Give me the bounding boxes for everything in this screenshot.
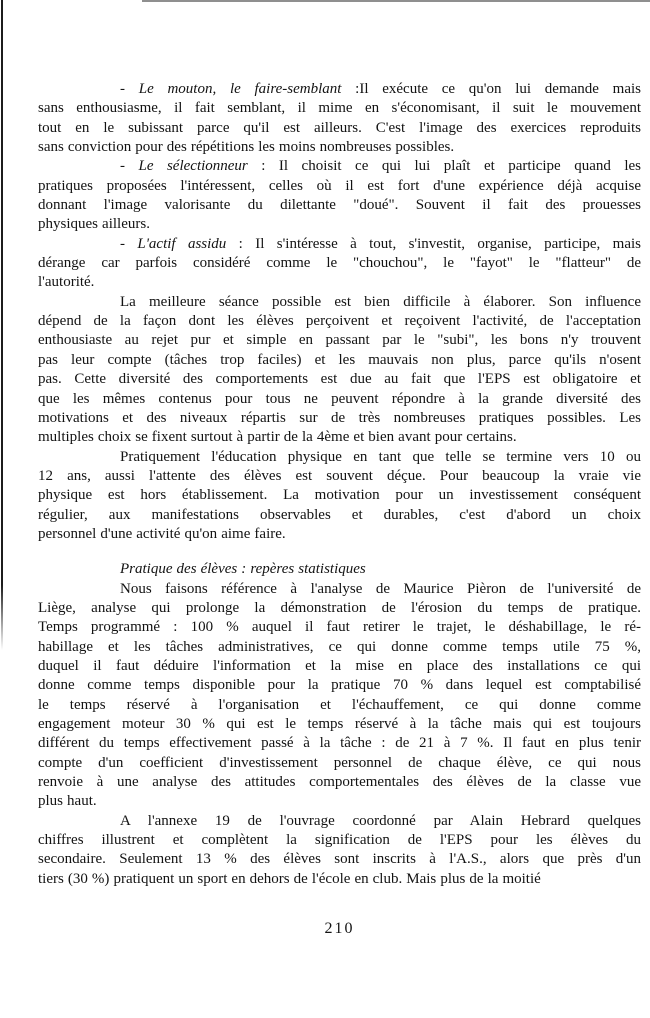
page-number: 210	[324, 920, 355, 937]
text-line: - Le sélectionneur : Il choisit ce qui lui plaît et participe quand les	[120, 158, 641, 175]
text-line: - Le mouton, le faire-semblant :Il exécute ce qu'on lui demande mais	[120, 81, 641, 97]
text-line: Nous faisons référence à l'analyse de Maurice Pièron de l'université de	[120, 580, 641, 597]
text-line: Liège, analyse qui prolonge la démonstration de l'érosion du temps de pratique.	[38, 599, 641, 616]
text-line: physique est hors établissement. La motivation pour un investissement conséquent	[38, 487, 641, 504]
text-line: dérange car parfois considéré comme le "chouchou", le "fayot" le "flatteur" de	[38, 255, 641, 272]
text-line: duquel il faut déduire l'information et la mise en place des installations ce qui	[38, 657, 641, 674]
text-line: habillage et les tâches administratives, ce qui donne comme temps utile 75 %,	[38, 638, 641, 655]
scan-artifact-top-line	[142, 0, 650, 2]
text-line: plus haut.	[38, 793, 97, 810]
paragraph	[38, 812, 641, 889]
paragraph	[38, 157, 641, 234]
text-line: donnant l'image valorisante du dilettante "doué". Souvent il fait des prouesses	[38, 197, 641, 214]
text-line: régulier, aux manifestations observables et durables, c'est d'abord un choix	[38, 506, 641, 523]
text-line: renvoie à une analyse des attitudes comportementales des élèves de la classe vue	[38, 774, 641, 791]
text-line: 12 ans, aussi l'attente des élèves est souvent déçue. Pour beaucoup la vraie vie	[38, 467, 641, 484]
text-line: pratiques proposées l'intéressent, celles où il est fort d'une expérience déjà acquise	[38, 177, 641, 194]
text-line: multiples choix se fixent surtout à partir de la 4ème et bien avant pour certains.	[38, 429, 517, 446]
paragraph	[38, 235, 641, 293]
page-text	[38, 80, 641, 889]
text-line: pas. Cette diversité des comportements est due au fait que l'EPS est obligatoire et	[38, 371, 641, 388]
text-line: différent du temps effectivement passé à la tâche : de 21 à 7 %. Il faut en plus tenir	[38, 735, 641, 752]
text-line: chiffres illustrent et complètent la signification de l'EPS pour les élèves du	[38, 832, 641, 849]
text-line: Pratiquement l'éducation physique en tant que telle se termine vers 10 ou	[120, 448, 641, 465]
paragraph	[38, 80, 641, 157]
text-line: Pratique des élèves : repères statistiques	[120, 561, 366, 578]
text-line: - L'actif assidu : Il s'intéresse à tout, s'investit, organise, participe, mais	[120, 235, 642, 252]
text-line: enthousiaste au rejet pur et simple en passant par le "subi", les bons n'y trouvent	[38, 332, 641, 349]
text-line: motivations et des niveaux répartis sur de très nombreuses pratiques possibles. Les	[38, 409, 641, 426]
text-line: que les mêmes contenus pour tous ne peuvent répondre à la grande diversité des	[38, 390, 641, 407]
text-line: La meilleure séance possible est bien difficile à élaborer. Son influence	[120, 293, 641, 310]
text-line: sans conviction pour des répétitions les moins nombreuses possibles.	[38, 139, 455, 156]
text-line: dépend de la façon dont les élèves perçoivent et reçoivent l'activité, de l'acceptation	[38, 313, 641, 330]
section-heading	[38, 560, 641, 579]
text-line: engagement moteur 30 % qui est le temps réservé à la tâche mais qui est toujours	[38, 716, 641, 732]
text-line: secondaire. Seulement 13 % des élèves sont inscrits à l'A.S., alors que près d'un	[38, 851, 641, 868]
text-line: tiers (30 %) pratiquent un sport en dehors de l'école en club. Mais plus de la moitié	[38, 870, 541, 887]
paragraph	[38, 293, 641, 448]
scan-artifact-left-line	[1, 0, 3, 650]
text-line: physiques ailleurs.	[38, 216, 150, 233]
text-line: sans enthousiasme, il fait semblant, il mime en s'économisant, il suit le mouvement	[38, 100, 641, 117]
text-line: personnel d'une activité qu'on aime faire.	[38, 525, 286, 542]
text-line: pas leur compte (tâches trop faciles) et les mauvais non plus, parce qu'ils n'osent	[38, 351, 641, 368]
text-line: l'autorité.	[38, 274, 95, 291]
text-line: Temps programmé : 100 % auquel il faut retirer le trajet, le déshabillage, le ré-	[38, 619, 641, 636]
text-line: donne comme temps disponible pour la pratique 70 % dans lequel est comptabilisé	[38, 677, 641, 694]
text-line: le temps réservé à l'organisation et l'échauffement, ce qui donne comme	[38, 696, 641, 713]
text-line: tout en le subissant parce qu'il est ailleurs. C'est l'image des exercices reproduits	[38, 119, 641, 136]
text-line: compte d'un coefficient d'investissement personnel de chaque élève, ce qui nous	[38, 754, 641, 771]
paragraph	[38, 448, 641, 545]
text-line: A l'annexe 19 de l'ouvrage coordonné par Alain Hebrard quelques	[120, 812, 641, 829]
paragraph	[38, 580, 641, 812]
